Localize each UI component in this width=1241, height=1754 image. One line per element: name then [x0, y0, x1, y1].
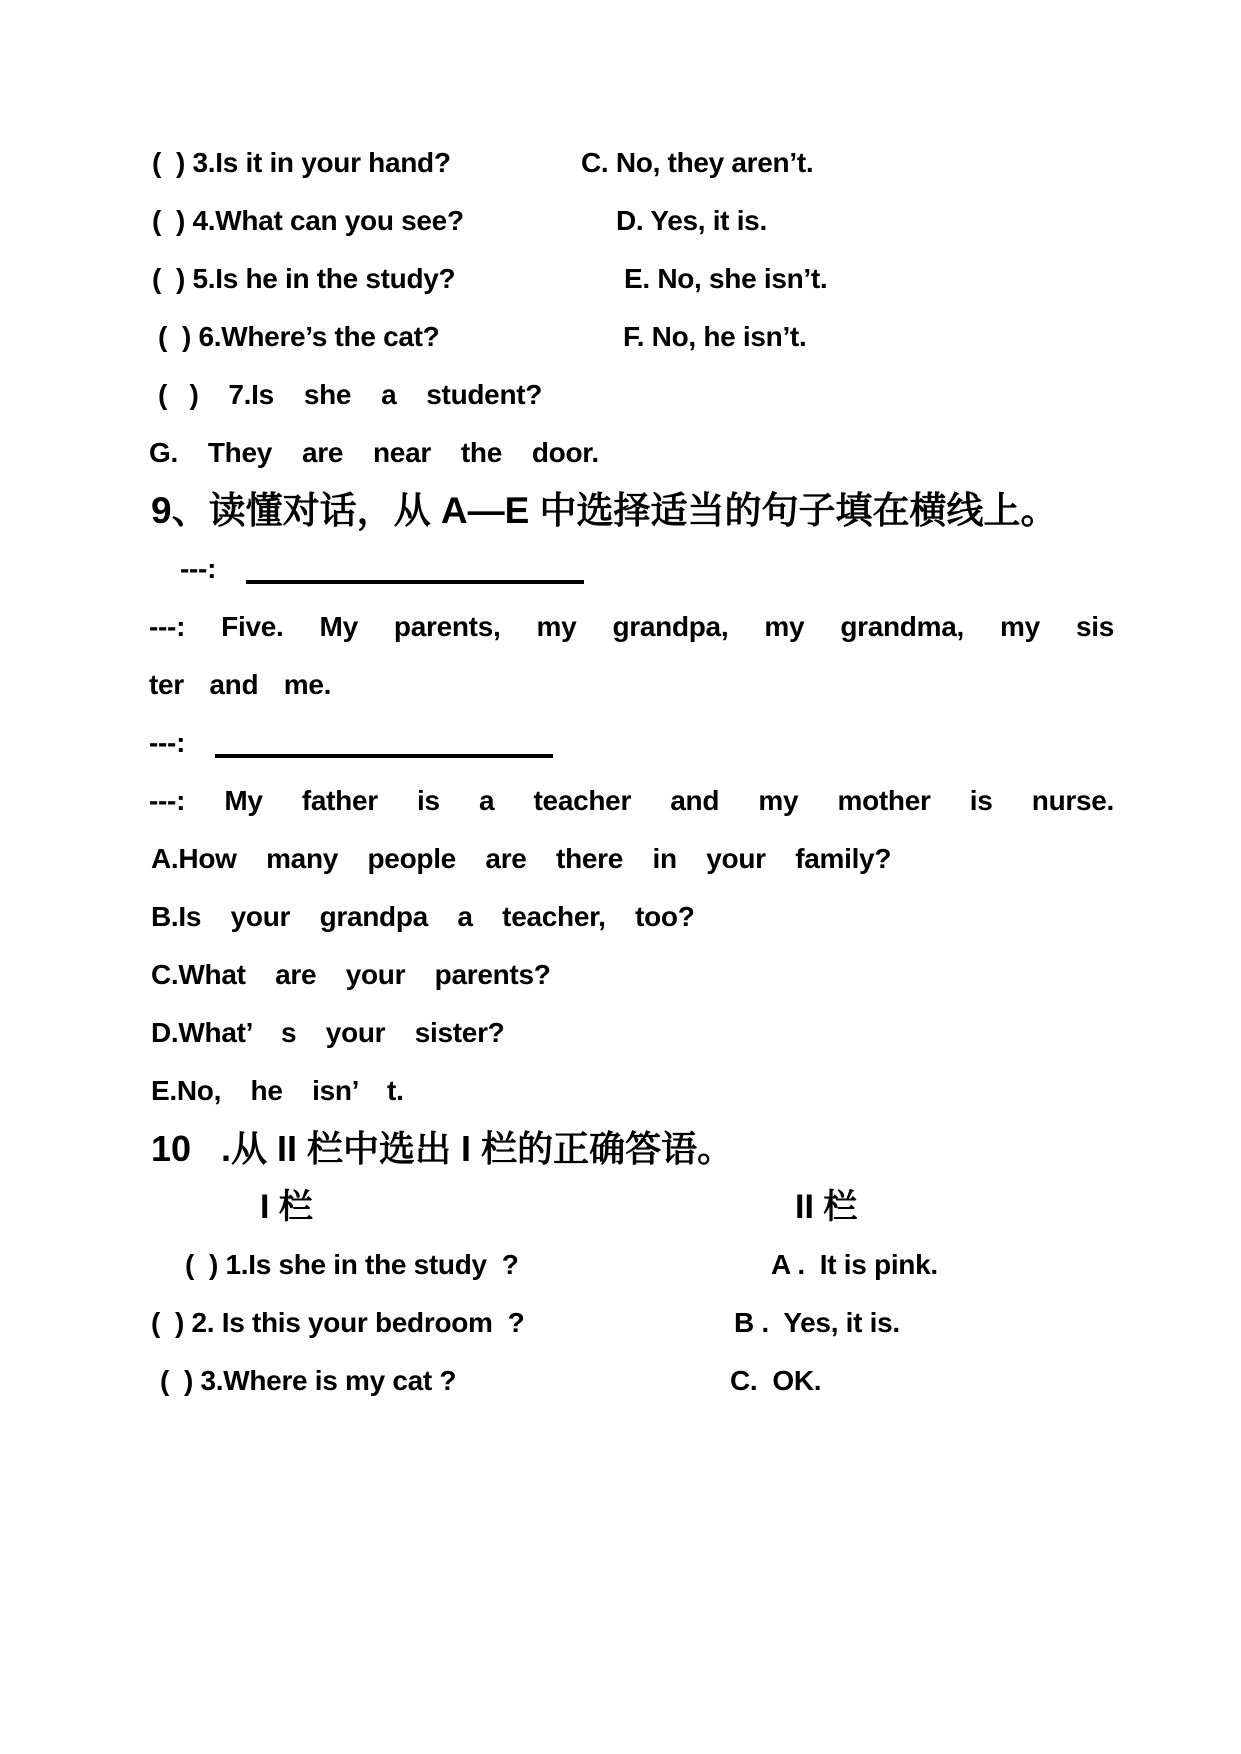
match-row [0, 1352, 1241, 1410]
section-10-heading: 10 .从 II 栏中选出 I 栏的正确答语。 [151, 1128, 734, 1169]
match-question: ( ) 3.Where is my cat ? [160, 1365, 457, 1396]
dialog-reply-five-cont: ter and me. [149, 669, 332, 700]
match-answer: B . Yes, it is. [734, 1307, 900, 1338]
match-answer: A . It is pink. [771, 1249, 938, 1280]
match-row [0, 250, 1241, 308]
option-c: C.What are your parents? [151, 959, 551, 990]
column-ii-label: II 栏 [795, 1188, 858, 1226]
worksheet-content [0, 134, 1241, 1410]
match-row [0, 1236, 1241, 1294]
match-row [0, 308, 1241, 366]
match-answer: E. No, she isn’t. [624, 263, 828, 294]
match-question: ( ) 5.Is he in the study? [152, 263, 456, 294]
match-row [0, 366, 1241, 424]
answer-blank [215, 724, 553, 758]
match-option-g: G. They are near the door. [149, 437, 599, 468]
column-headers [0, 1178, 1241, 1236]
match-question: ( ) 7.Is she a student? [158, 379, 543, 410]
match-row [0, 1294, 1241, 1352]
match-question: ( ) 3.Is it in your hand? [152, 147, 451, 178]
speaker-marker: ---: [149, 727, 186, 758]
dialog-blank-row [0, 540, 1241, 598]
match-answer: D. Yes, it is. [616, 205, 767, 236]
dialog-reply-five: ---: Five. My parents, my grandpa, my grandma, my sis [149, 611, 1114, 642]
match-question: ( ) 1.Is she in the study ? [185, 1249, 519, 1280]
match-question: ( ) 6.Where’s the cat? [158, 321, 440, 352]
match-answer: C. OK. [730, 1365, 822, 1396]
section-9-heading: 9、读懂对话，从 A—E 中选择适当的句子填在横线上。 [151, 490, 1058, 531]
dialog-reply-parents: ---: My father is a teacher and my mother is nurse. [149, 785, 1114, 816]
option-b: B.Is your grandpa a teacher, too? [151, 901, 695, 932]
match-answer: F. No, he isn’t. [623, 321, 807, 352]
match-question: ( ) 2. Is this your bedroom ? [151, 1307, 525, 1338]
answer-blank [246, 550, 584, 584]
match-row [0, 192, 1241, 250]
match-row [0, 134, 1241, 192]
match-answer: C. No, they aren’t. [581, 147, 814, 178]
option-e: E.No, he isn’ t. [151, 1075, 404, 1106]
match-question: ( ) 4.What can you see? [152, 205, 464, 236]
option-d: D.What’ s your sister? [151, 1017, 505, 1048]
option-a: A.How many people are there in your family? [151, 843, 892, 874]
column-i-label: I 栏 [260, 1188, 313, 1226]
speaker-marker: ---: [180, 553, 217, 584]
dialog-blank-row [0, 714, 1241, 772]
